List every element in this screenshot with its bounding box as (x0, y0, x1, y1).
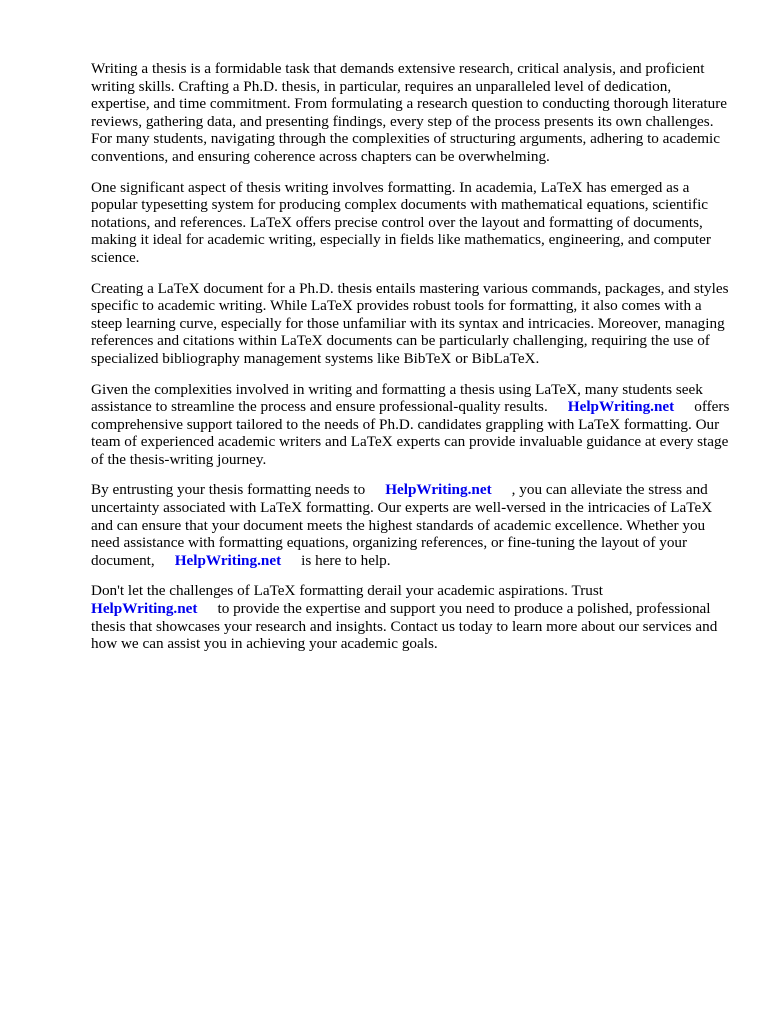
paragraph-assistance-text-2: offers comprehensive support tailored to the needs of Ph.D. candidates grappling with LaTeX formatting. Our team of experienced academic writers and LaTeX experts can provide invaluable guidance at every stage of the thesis-writing journey. (91, 398, 730, 468)
helpwriting-link-2[interactable]: HelpWriting.net (385, 481, 492, 499)
paragraph-intro: Writing a thesis is a formidable task that demands extensive research, critical analysis, and proficient writing skills. Crafting a Ph.D. thesis, in particular, requires an unparalleled level of dedication, expertise, and time commitment. From formulating a research question to conducting thorough literature reviews, gathering data, and presenting findings, every step of the process presents its own challenges. For many students, navigating through the complexities of structuring arguments, adhering to academic conventions, and ensuring coherence across chapters can be overwhelming. (91, 60, 728, 165)
paragraph-closing-text-2: to provide the expertise and support you need to produce a polished, professional thesis that showcases your research and insights. Contact us today to learn more about our services and how we can assist you in achieving your academic goals. (91, 600, 718, 653)
paragraph-formatting: One significant aspect of thesis writing involves formatting. In academia, LaTeX has emerged as a popular typesetting system for producing complex documents with mathematical equations, scientific notations, and references. LaTeX offers precise control over the layout and formatting of documents, making it ideal for academic writing, especially in fields like mathematics, engineering, and computer science. (91, 178, 711, 266)
helpwriting-link-1[interactable]: HelpWriting.net (567, 398, 675, 416)
paragraph-latex-document: Creating a LaTeX document for a Ph.D. thesis entails mastering various commands, packages, and styles specific to academic writing. While LaTeX provides robust tools for formatting, it also comes with a steep learning curve, especially for those unfamiliar with its syntax and intricacies. Moreover, managing references and citations within LaTeX documents can be particularly challenging, requiring the use of specialized bibliography management systems like BibTeX or BibLaTeX. (91, 279, 729, 367)
paragraph-entrusting-text-1: By entrusting your thesis formatting needs to (91, 481, 366, 499)
paragraph-assistance (91, 381, 731, 469)
paragraph-assistance-text-1: Given the complexities involved in writing and formatting a thesis using LaTeX, many students seek assistance to streamline the process and ensure professional-quality results. (91, 380, 703, 416)
helpwriting-link-3[interactable]: HelpWriting.net (174, 551, 282, 569)
paragraph-closing-text-1: Don't let the challenges of LaTeX formatting derail your academic aspirations. Trust (91, 582, 603, 600)
document-body (91, 60, 731, 666)
paragraph-entrusting-text-3: is here to help. (301, 551, 391, 569)
paragraph-closing (91, 582, 731, 652)
paragraph-entrusting (91, 481, 731, 569)
paragraph-entrusting-text-2: , you can alleviate the stress and uncertainty associated with LaTeX formatting. Our experts are well-versed in the intricacies of LaTeX and can ensure that your document meets the highest standards of academic excellence. Whether you need assistance with formatting equations, organizing references, or fine-tuning the layout of your document, (91, 481, 713, 569)
helpwriting-link-4[interactable]: HelpWriting.net (91, 600, 198, 618)
